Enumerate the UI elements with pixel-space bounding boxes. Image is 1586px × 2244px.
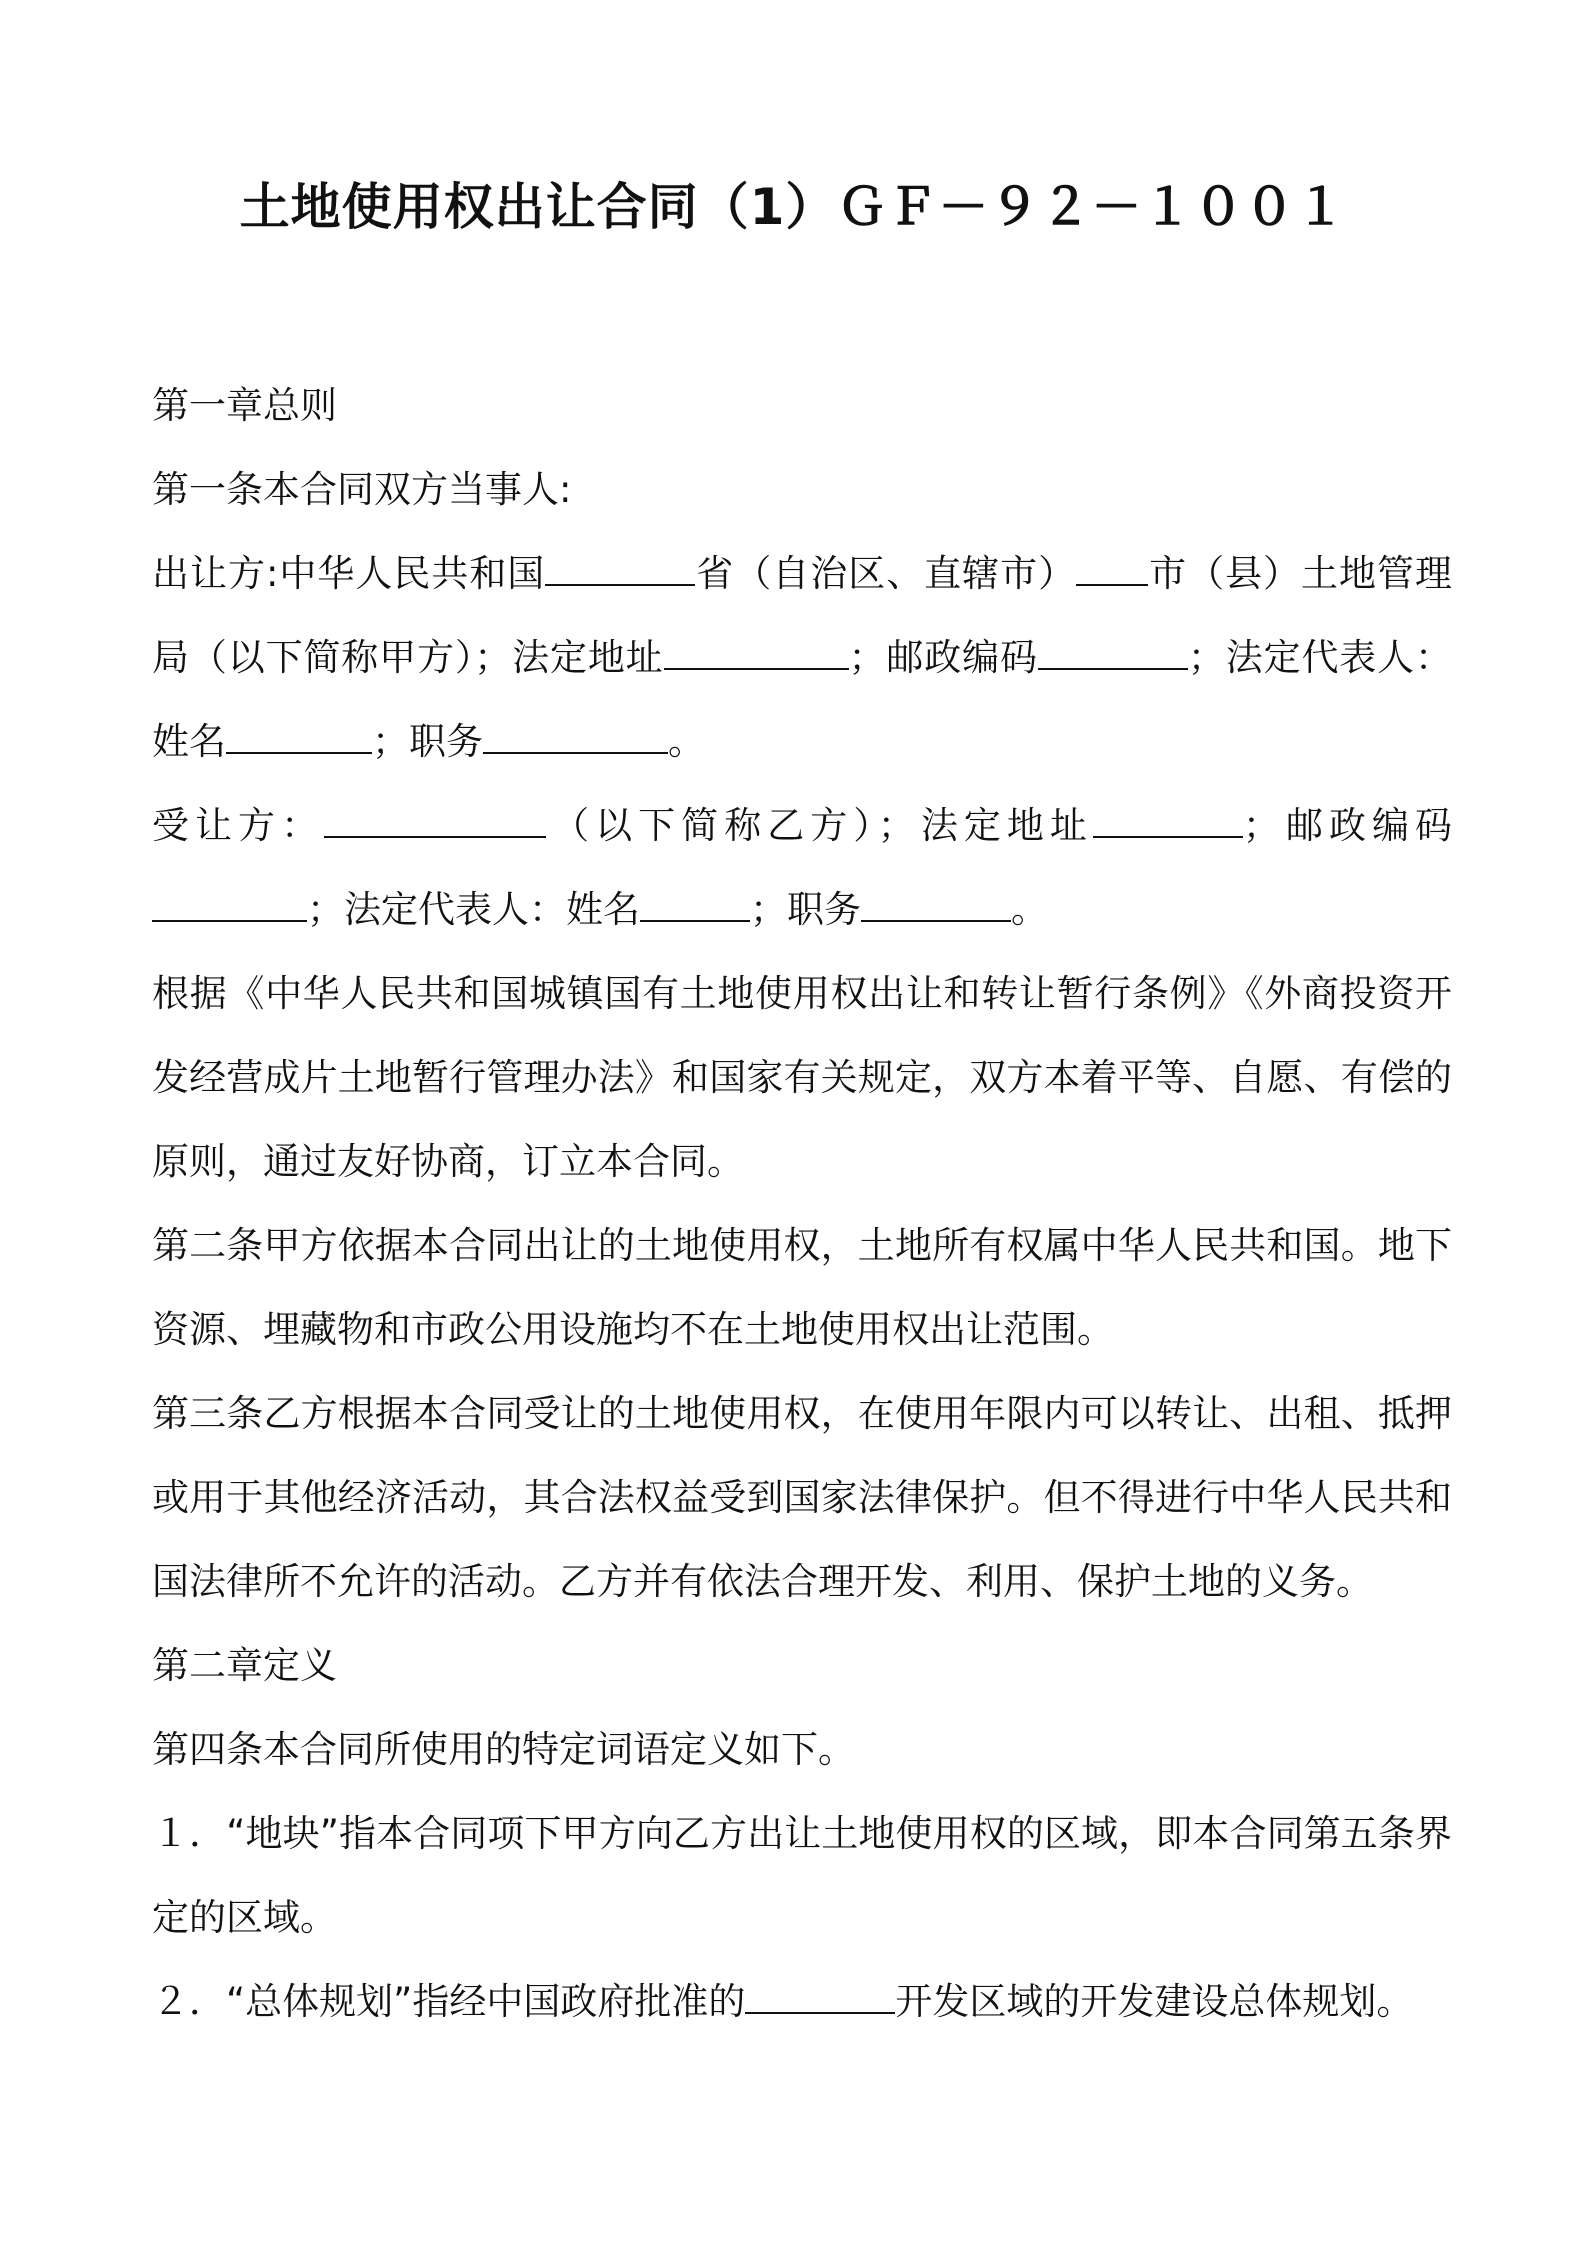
province-blank [545,550,695,586]
definition-text: ２．“总体规划”指经中国政府批准的 [152,1980,746,2023]
city-blank [1076,550,1148,586]
document-body [152,364,1452,2044]
party-a-text: ；邮政编码 [848,636,1038,679]
party-a-text: ；职务 [372,720,483,763]
article-4: 第四条本合同所使用的特定词语定义如下。 [152,1728,855,1771]
name-blank [226,718,372,754]
party-b-text: ；法定代表人：姓名 [307,888,640,931]
chapter-heading: 第二章定义 [152,1644,337,1687]
assignee-blank [324,802,546,838]
address-blank [664,634,849,670]
party-a-text: ；法定代表人：姓名 [152,636,1453,763]
party-b-text: ；职务 [750,888,861,931]
article-3: 第三条乙方根据本合同受让的土地使用权，在使用年限内可以转让、出租、抵押或用于其他经济活动，其合法权益受到国家法律保护。但不得进行中华人民共和国法律所不允许的活动。乙方并有依法合理开发、利用、保护土地的义务。 [152,1392,1452,1603]
party-a-text: 。 [668,720,705,763]
party-b-text: （以下简称乙方）；法定地址 [546,804,1093,847]
postcode-blank [1038,634,1188,670]
article-2: 第二条甲方依据本合同出让的土地使用权，土地所有权属中华人民共和国。地下资源、埋藏物和市政公用设施均不在土地使用权出让范围。 [152,1224,1452,1351]
party-b-text: 。 [1011,888,1048,931]
postcode-blank [152,886,307,922]
basis-paragraph: 根据《中华人民共和国城镇国有土地使用权出让和转让暂行条例》《外商投资开发经营成片土地暂行管理办法》和国家有关规定，双方本着平等、自愿、有偿的原则，通过友好协商，订立本合同。 [152,972,1452,1183]
party-a-paragraph [152,532,1452,784]
party-a-text: 省（自治区、直辖市） [695,552,1077,595]
position-blank [483,718,668,754]
party-b-text: 受让方： [152,804,325,847]
definition-1: １．“地块”指本合同项下甲方向乙方出让土地使用权的区域，即本合同第五条界定的区域。 [152,1812,1452,1939]
address-blank [1093,802,1243,838]
chapter-heading: 第一章总则 [152,384,337,427]
party-a-text: 市（县）土地管理局（以下简称甲方）；法定地址 [152,552,1452,679]
definition-2 [152,1960,1452,2044]
party-a-text: 出让方:中华人民共和国 [152,552,546,595]
document-title: 土地使用权出让合同（1）ＧＦ－９２－１００１ [239,178,1347,236]
article-heading: 第一条本合同双方当事人: [152,468,572,511]
development-area-blank [745,1978,895,2014]
definition-text: 开发区域的开发建设总体规划。 [895,1980,1414,2023]
party-b-paragraph [152,784,1452,952]
name-blank [640,886,750,922]
position-blank [861,886,1011,922]
party-b-text: ；邮政编码 [1242,804,1453,847]
